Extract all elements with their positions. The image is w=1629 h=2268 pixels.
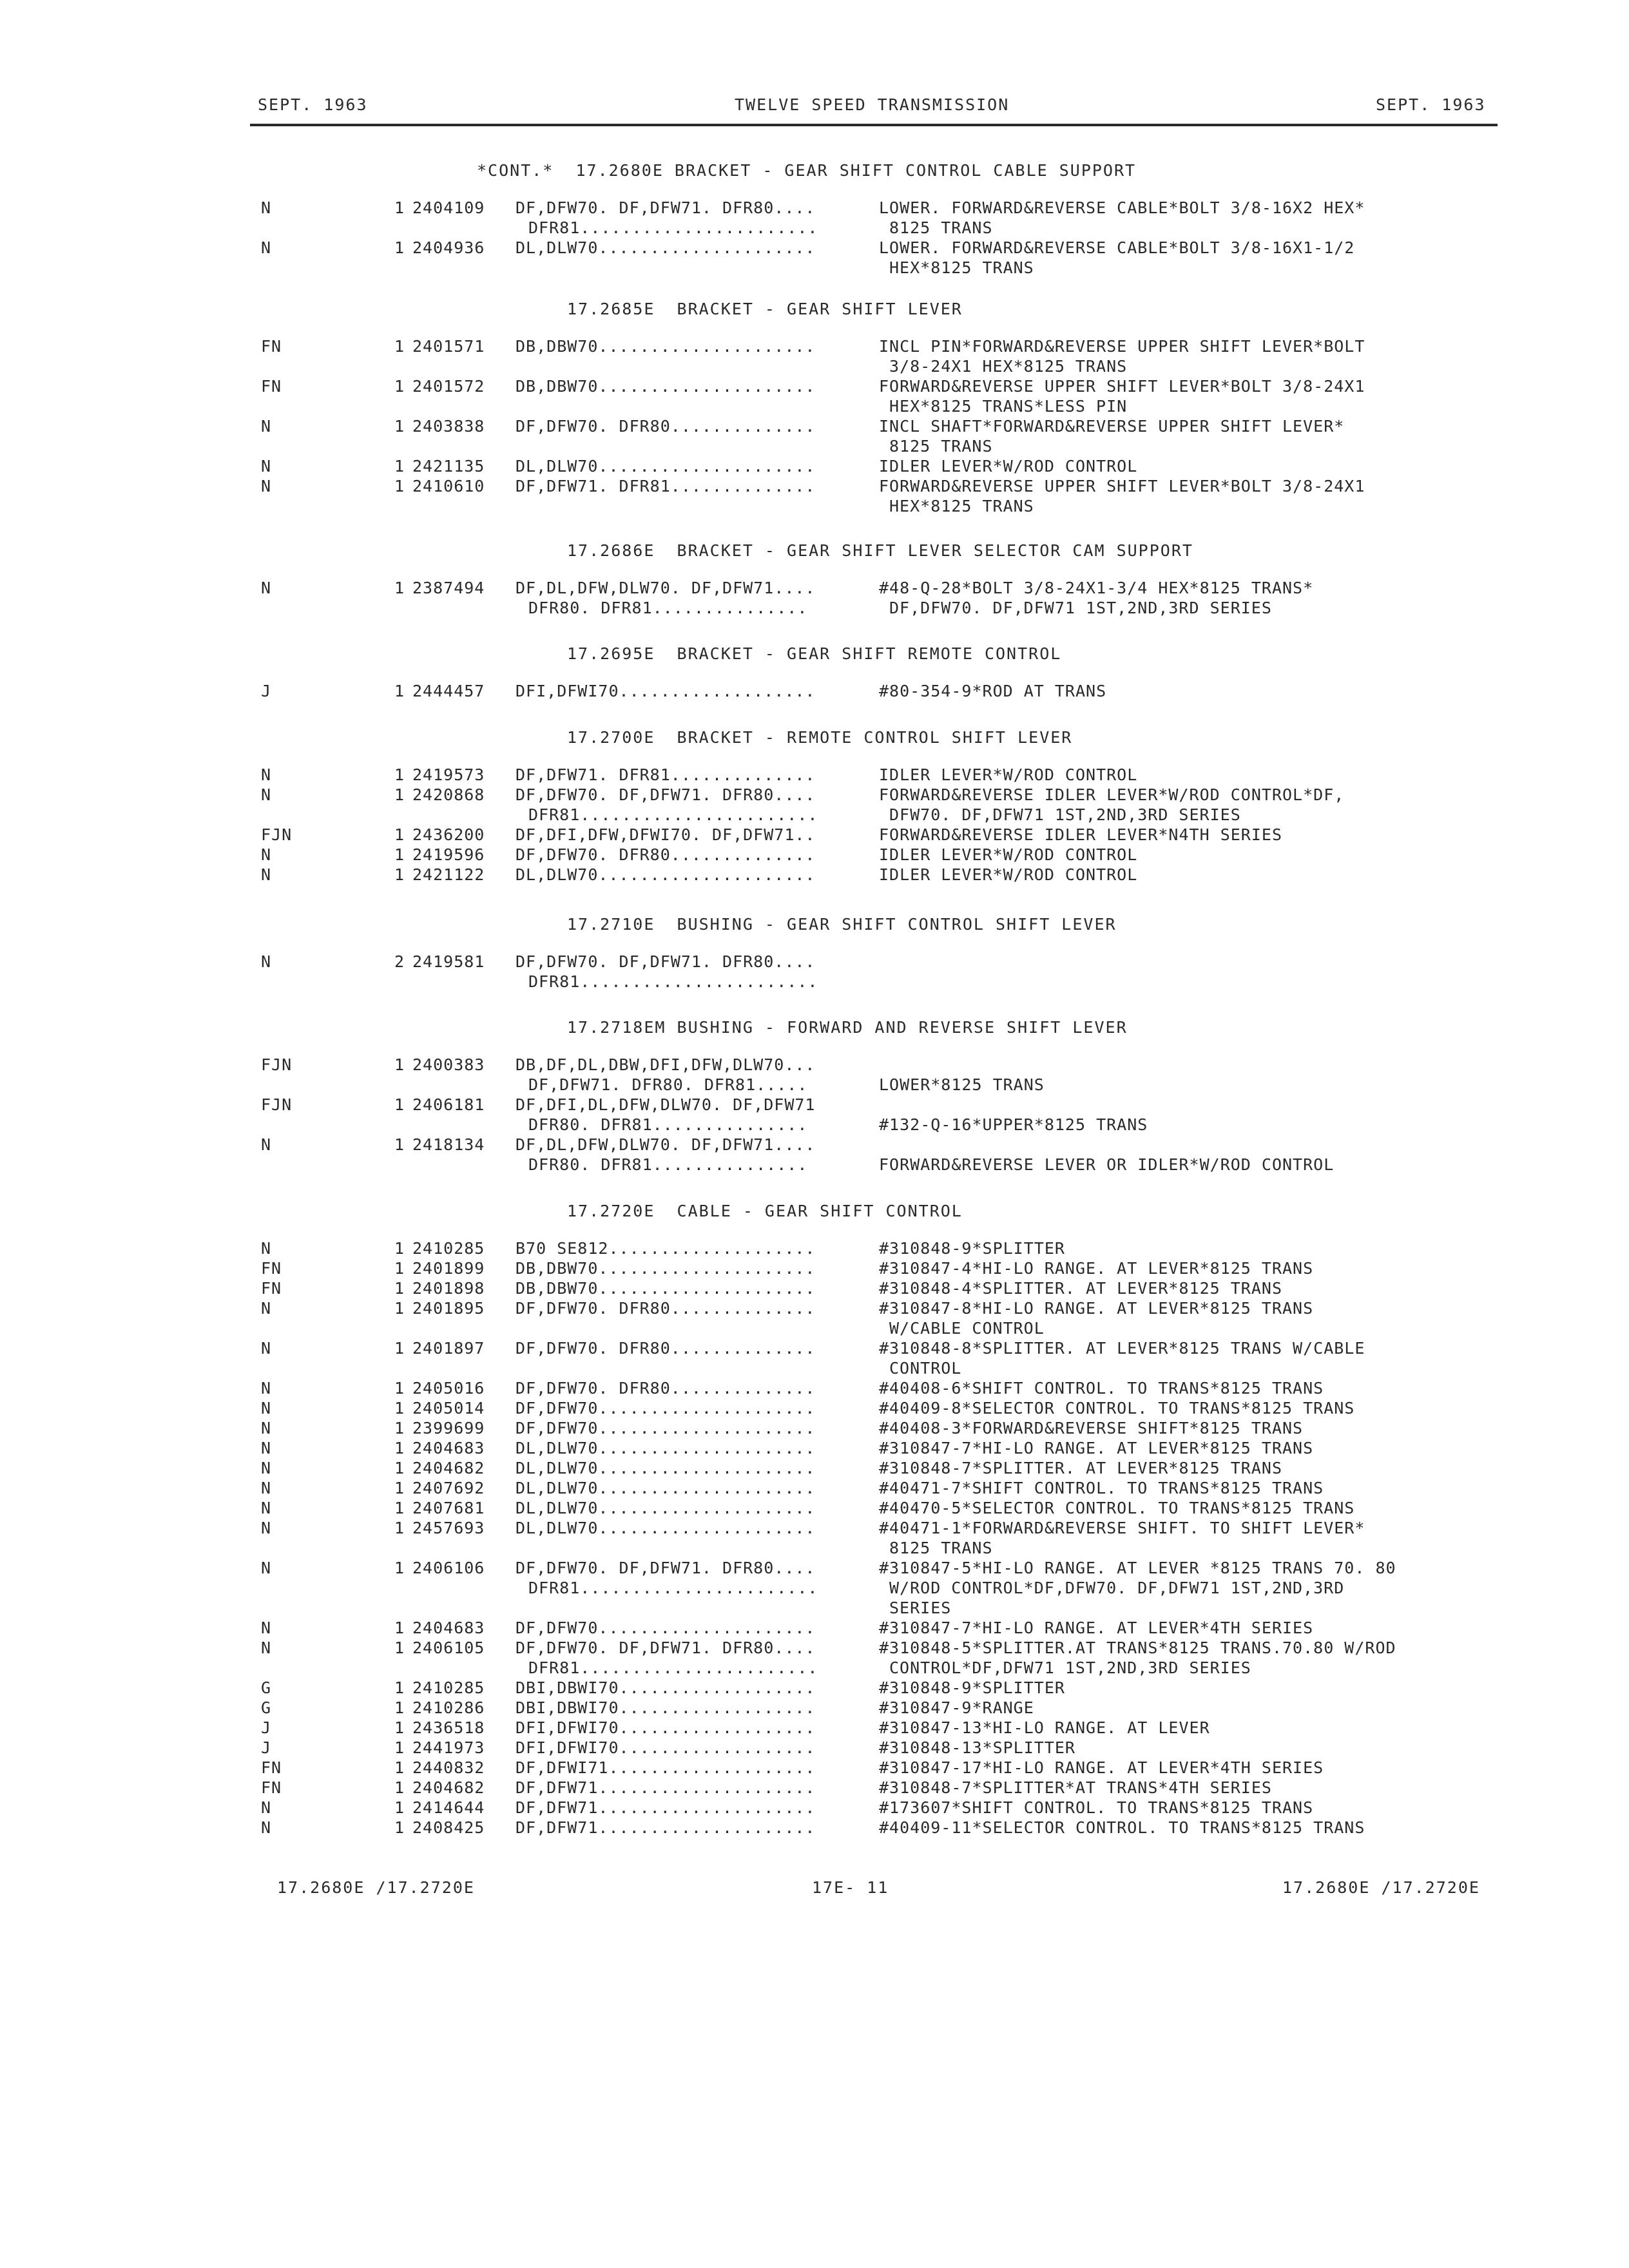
row-application: DFR80. DFR81............... [528,599,808,617]
row-description: #40471-7*SHIFT CONTROL. TO TRANS*8125 TRANS [879,1479,1324,1497]
row-qty: 1 [394,1738,405,1757]
row-qty: 1 [394,1439,405,1457]
row-description: #40408-6*SHIFT CONTROL. TO TRANS*8125 TRANS [879,1379,1324,1398]
row-part-number: 2404683 [412,1439,485,1457]
row-part-number: 2405016 [412,1379,485,1398]
row-part-number: 2440832 [412,1758,485,1777]
row-qty: 1 [394,1798,405,1817]
row-description: #310848-9*SPLITTER [879,1239,1065,1258]
row-part-number: 2419573 [412,765,485,784]
row-description: CONTROL*DF,DFW71 1ST,2ND,3RD SERIES [889,1658,1251,1677]
row-description: #80-354-9*ROD AT TRANS [879,682,1107,700]
row-description: #132-Q-16*UPPER*8125 TRANS [879,1115,1148,1134]
row-qty: 1 [394,1259,405,1278]
row-description: IDLER LEVER*W/ROD CONTROL [879,457,1138,476]
row-description: LOWER. FORWARD&REVERSE CABLE*BOLT 3/8-16X2 HEX* [879,198,1365,217]
row-application: B70 SE812.................... [516,1239,816,1258]
row-flag: N [261,1479,272,1497]
row-flag: N [261,1559,272,1577]
row-qty: 1 [394,1678,405,1697]
row-flag: N [261,1239,272,1258]
row-application: DF,DFW70. DFR80.............. [516,417,816,436]
row-description: FORWARD&REVERSE IDLER LEVER*N4TH SERIES [879,825,1282,844]
row-description: HEX*8125 TRANS*LESS PIN [889,397,1128,416]
row-description: IDLER LEVER*W/ROD CONTROL [879,765,1138,784]
row-description: W/ROD CONTROL*DF,DFW70. DF,DFW71 1ST,2ND,3RD [889,1579,1345,1597]
row-part-number: 2401895 [412,1299,485,1318]
row-application: DF,DFW70..................... [516,1419,816,1437]
row-application: DB,DF,DL,DBW,DFI,DFW,DLW70... [516,1055,816,1074]
row-application: DF,DFW71..................... [516,1818,816,1837]
row-application: DF,DFW70. DF,DFW71. DFR80.... [516,198,816,217]
row-flag: N [261,1135,272,1154]
row-description: #310847-13*HI-LO RANGE. AT LEVER [879,1718,1210,1737]
row-qty: 1 [394,1818,405,1837]
row-description: #310848-7*SPLITTER*AT TRANS*4TH SERIES [879,1778,1272,1797]
row-application: DF,DFW70. DFR80.............. [516,1299,816,1318]
row-description: #40408-3*FORWARD&REVERSE SHIFT*8125 TRANS [879,1419,1304,1437]
row-description: #310848-5*SPLITTER.AT TRANS*8125 TRANS.70.80 W/ROD [879,1639,1396,1657]
row-description: 3/8-24X1 HEX*8125 TRANS [889,357,1128,376]
row-qty: 1 [394,1499,405,1517]
row-qty: 1 [394,1339,405,1358]
row-description: #40409-11*SELECTOR CONTROL. TO TRANS*8125 TRANS [879,1818,1365,1837]
row-qty: 1 [394,1279,405,1298]
row-qty: 1 [394,1559,405,1577]
row-qty: 1 [394,1095,405,1114]
row-description: #310848-4*SPLITTER. AT LEVER*8125 TRANS [879,1279,1282,1298]
row-description: #310847-9*RANGE [879,1698,1034,1717]
row-qty: 1 [394,1519,405,1537]
row-flag: N [261,1339,272,1358]
row-application: DF,DFW71. DFR80. DFR81..... [528,1075,808,1094]
row-application: DF,DFW71..................... [516,1778,816,1797]
row-application: DL,DLW70..................... [516,865,816,884]
row-description: #310848-9*SPLITTER [879,1678,1065,1697]
row-application: DF,DL,DFW,DLW70. DF,DFW71.... [516,579,816,597]
row-description: HEX*8125 TRANS [889,497,1034,515]
row-flag: N [261,417,272,436]
row-application: DF,DFWI71.................... [516,1758,816,1777]
row-part-number: 2403838 [412,417,485,436]
row-qty: 1 [394,865,405,884]
row-qty: 1 [394,238,405,257]
row-qty: 1 [394,1135,405,1154]
row-description: FORWARD&REVERSE UPPER SHIFT LEVER*BOLT 3/8-24X1 [879,377,1365,396]
row-part-number: 2406105 [412,1639,485,1657]
row-part-number: 2407692 [412,1479,485,1497]
row-flag: N [261,1379,272,1398]
row-description: 8125 TRANS [889,437,993,456]
row-description: DF,DFW70. DF,DFW71 1ST,2ND,3RD SERIES [889,599,1272,617]
row-part-number: 2404936 [412,238,485,257]
row-application: DFR81....................... [528,1579,818,1597]
row-description: #310847-17*HI-LO RANGE. AT LEVER*4TH SERIES [879,1758,1324,1777]
row-part-number: 2414644 [412,1798,485,1817]
row-qty: 1 [394,1698,405,1717]
row-part-number: 2387494 [412,579,485,597]
row-qty: 1 [394,1778,405,1797]
row-qty: 1 [394,417,405,436]
row-flag: N [261,865,272,884]
row-description: FORWARD&REVERSE UPPER SHIFT LEVER*BOLT 3/8-24X1 [879,477,1365,495]
row-part-number: 2407681 [412,1499,485,1517]
row-description: SERIES [889,1599,952,1617]
header-rule [250,124,1498,126]
row-application: DB,DBW70..................... [516,337,816,356]
row-flag: N [261,1419,272,1437]
row-description: #48-Q-28*BOLT 3/8-24X1-3/4 HEX*8125 TRANS* [879,579,1314,597]
row-application: DF,DL,DFW,DLW70. DF,DFW71.... [516,1135,816,1154]
row-flag: N [261,579,272,597]
row-flag: N [261,1619,272,1637]
row-description: W/CABLE CONTROL [889,1319,1045,1338]
row-part-number: 2419596 [412,845,485,864]
row-part-number: 2420868 [412,785,485,804]
row-flag: N [261,477,272,495]
section-title: 17.2700E BRACKET - REMOTE CONTROL SHIFT LEVER [567,728,1073,747]
row-qty: 1 [394,682,405,700]
row-qty: 1 [394,825,405,844]
header-left: SEPT. 1963 [258,95,368,114]
row-application: DF,DFW70. DFR80.............. [516,1379,816,1398]
row-flag: J [261,1738,272,1757]
row-qty: 1 [394,1419,405,1437]
row-application: DL,DLW70..................... [516,238,816,257]
footer-right: 17.2680E /17.2720E [1282,1878,1480,1897]
row-qty: 1 [394,1399,405,1418]
row-description: LOWER*8125 TRANS [879,1075,1045,1094]
header-right: SEPT. 1963 [1376,95,1486,114]
row-qty: 1 [394,1299,405,1318]
row-flag: N [261,845,272,864]
row-flag: N [261,765,272,784]
row-part-number: 2401898 [412,1279,485,1298]
row-application: DBI,DBWI70................... [516,1698,816,1717]
row-flag: N [261,238,272,257]
row-application: DF,DFW70. DF,DFW71. DFR80.... [516,952,816,971]
row-flag: N [261,952,272,971]
row-application: DF,DFW70. DF,DFW71. DFR80.... [516,785,816,804]
row-part-number: 2419581 [412,952,485,971]
row-application: DF,DFW70. DFR80.............. [516,1339,816,1358]
row-application: DFR81....................... [528,218,818,237]
row-flag: FN [261,1778,282,1797]
row-qty: 1 [394,198,405,217]
row-application: DF,DFI,DFW,DFWI70. DF,DFW71.. [516,825,816,844]
row-application: DB,DBW70..................... [516,1259,816,1278]
row-flag: FN [261,1758,282,1777]
row-description: INCL SHAFT*FORWARD&REVERSE UPPER SHIFT LEVER* [879,417,1345,436]
row-part-number: 2436518 [412,1718,485,1737]
row-part-number: 2404683 [412,1619,485,1637]
row-qty: 1 [394,1479,405,1497]
row-application: DL,DLW70..................... [516,1439,816,1457]
row-description: 8125 TRANS [889,1539,993,1557]
row-flag: N [261,1399,272,1418]
row-qty: 1 [394,579,405,597]
row-part-number: 2457693 [412,1519,485,1537]
section-title: *CONT.* 17.2680E BRACKET - GEAR SHIFT CONTROL CABLE SUPPORT [477,161,1137,180]
row-application: DF,DFW70..................... [516,1399,816,1418]
row-application: DF,DFI,DL,DFW,DLW70. DF,DFW71 [516,1095,816,1114]
row-qty: 1 [394,845,405,864]
row-application: DF,DFW71. DFR81.............. [516,765,816,784]
row-application: DFR81....................... [528,1658,818,1677]
row-description: INCL PIN*FORWARD&REVERSE UPPER SHIFT LEVER*BOLT [879,337,1365,356]
row-part-number: 2421122 [412,865,485,884]
section-title: 17.2718EM BUSHING - FORWARD AND REVERSE SHIFT LEVER [567,1018,1128,1037]
row-part-number: 2410610 [412,477,485,495]
row-application: DL,DLW70..................... [516,1519,816,1537]
row-application: DFR81....................... [528,972,818,991]
row-qty: 1 [394,1718,405,1737]
row-part-number: 2406106 [412,1559,485,1577]
row-part-number: 2401899 [412,1259,485,1278]
row-part-number: 2436200 [412,825,485,844]
row-description: HEX*8125 TRANS [889,258,1034,277]
row-flag: N [261,1818,272,1837]
row-flag: FN [261,337,282,356]
row-application: DFI,DFWI70................... [516,682,816,700]
header-center: TWELVE SPEED TRANSMISSION [735,95,1010,114]
row-qty: 1 [394,477,405,495]
row-description: #310848-13*SPLITTER [879,1738,1075,1757]
row-part-number: 2418134 [412,1135,485,1154]
row-qty: 1 [394,765,405,784]
row-application: DFR81....................... [528,805,818,824]
row-application: DF,DFW71. DFR81.............. [516,477,816,495]
section-title: 17.2720E CABLE - GEAR SHIFT CONTROL [567,1202,963,1220]
row-flag: FJN [261,1055,293,1074]
row-flag: N [261,1459,272,1477]
row-description: FORWARD&REVERSE IDLER LEVER*W/ROD CONTROL*DF, [879,785,1345,804]
row-qty: 1 [394,1379,405,1398]
row-description: #40470-5*SELECTOR CONTROL. TO TRANS*8125 TRANS [879,1499,1355,1517]
section-title: 17.2685E BRACKET - GEAR SHIFT LEVER [567,300,963,318]
row-flag: G [261,1678,272,1697]
row-application: DBI,DBWI70................... [516,1678,816,1697]
row-flag: N [261,1499,272,1517]
row-description: IDLER LEVER*W/ROD CONTROL [879,845,1138,864]
row-application: DL,DLW70..................... [516,1499,816,1517]
row-application: DFR80. DFR81............... [528,1115,808,1134]
row-part-number: 2400383 [412,1055,485,1074]
row-part-number: 2404682 [412,1778,485,1797]
row-application: DL,DLW70..................... [516,1459,816,1477]
row-description: #310847-8*HI-LO RANGE. AT LEVER*8125 TRANS [879,1299,1314,1318]
row-application: DF,DFW70. DF,DFW71. DFR80.... [516,1559,816,1577]
row-part-number: 2421135 [412,457,485,476]
row-description: #310847-7*HI-LO RANGE. AT LEVER*8125 TRANS [879,1439,1314,1457]
row-application: DF,DFW70..................... [516,1619,816,1637]
row-description: #310847-4*HI-LO RANGE. AT LEVER*8125 TRANS [879,1259,1314,1278]
row-qty: 1 [394,1239,405,1258]
section-title: 17.2695E BRACKET - GEAR SHIFT REMOTE CONTROL [567,644,1062,663]
row-flag: FJN [261,1095,293,1114]
row-description: #310848-8*SPLITTER. AT LEVER*8125 TRANS W/CABLE [879,1339,1365,1358]
row-application: DFI,DFWI70................... [516,1738,816,1757]
row-application: DF,DFW70. DF,DFW71. DFR80.... [516,1639,816,1657]
row-application: DB,DBW70..................... [516,377,816,396]
row-part-number: 2401571 [412,337,485,356]
row-part-number: 2404682 [412,1459,485,1477]
row-flag: N [261,1519,272,1537]
row-description: DFW70. DF,DFW71 1ST,2ND,3RD SERIES [889,805,1241,824]
row-flag: G [261,1698,272,1717]
row-part-number: 2401572 [412,377,485,396]
row-part-number: 2404109 [412,198,485,217]
section-title: 17.2710E BUSHING - GEAR SHIFT CONTROL SHIFT LEVER [567,915,1117,934]
row-flag: N [261,1639,272,1657]
row-part-number: 2410286 [412,1698,485,1717]
row-flag: N [261,1798,272,1817]
row-qty: 1 [394,1055,405,1074]
row-part-number: 2401897 [412,1339,485,1358]
row-description: #310847-5*HI-LO RANGE. AT LEVER *8125 TRANS 70. 80 [879,1559,1396,1577]
row-flag: J [261,682,272,700]
row-part-number: 2444457 [412,682,485,700]
row-application: DFR80. DFR81............... [528,1155,808,1174]
row-description: #310847-7*HI-LO RANGE. AT LEVER*4TH SERIES [879,1619,1314,1637]
row-description: #40409-8*SELECTOR CONTROL. TO TRANS*8125 TRANS [879,1399,1355,1418]
row-flag: FN [261,1279,282,1298]
row-application: DL,DLW70..................... [516,457,816,476]
row-flag: N [261,198,272,217]
row-qty: 1 [394,1459,405,1477]
row-qty: 1 [394,1619,405,1637]
row-part-number: 2406181 [412,1095,485,1114]
row-part-number: 2399699 [412,1419,485,1437]
row-description: #40471-1*FORWARD&REVERSE SHIFT. TO SHIFT LEVER* [879,1519,1365,1537]
row-part-number: 2410285 [412,1239,485,1258]
row-part-number: 2441973 [412,1738,485,1757]
row-part-number: 2408425 [412,1818,485,1837]
row-qty: 1 [394,1639,405,1657]
row-flag: N [261,785,272,804]
row-application: DL,DLW70..................... [516,1479,816,1497]
row-qty: 1 [394,785,405,804]
row-flag: J [261,1718,272,1737]
row-application: DFI,DFWI70................... [516,1718,816,1737]
row-flag: N [261,457,272,476]
row-description: #310848-7*SPLITTER. AT LEVER*8125 TRANS [879,1459,1282,1477]
row-qty: 1 [394,377,405,396]
row-description: IDLER LEVER*W/ROD CONTROL [879,865,1138,884]
row-flag: N [261,1299,272,1318]
row-flag: FN [261,377,282,396]
row-flag: FJN [261,825,293,844]
footer-left: 17.2680E /17.2720E [277,1878,475,1897]
page-number: 17E- 11 [812,1878,889,1897]
row-qty: 1 [394,457,405,476]
row-description: CONTROL [889,1359,962,1378]
row-part-number: 2405014 [412,1399,485,1418]
row-application: DF,DFW71..................... [516,1798,816,1817]
row-description: 8125 TRANS [889,218,993,237]
row-application: DF,DFW70. DFR80.............. [516,845,816,864]
section-title: 17.2686E BRACKET - GEAR SHIFT LEVER SELECTOR CAM SUPPORT [567,541,1193,560]
row-application: DB,DBW70..................... [516,1279,816,1298]
row-part-number: 2410285 [412,1678,485,1697]
row-qty: 1 [394,1758,405,1777]
row-qty: 1 [394,337,405,356]
row-flag: FN [261,1259,282,1278]
row-description: LOWER. FORWARD&REVERSE CABLE*BOLT 3/8-16X1-1/2 [879,238,1355,257]
row-flag: N [261,1439,272,1457]
row-description: FORWARD&REVERSE LEVER OR IDLER*W/ROD CONTROL [879,1155,1335,1174]
row-description: #173607*SHIFT CONTROL. TO TRANS*8125 TRANS [879,1798,1314,1817]
row-qty: 2 [394,952,405,971]
